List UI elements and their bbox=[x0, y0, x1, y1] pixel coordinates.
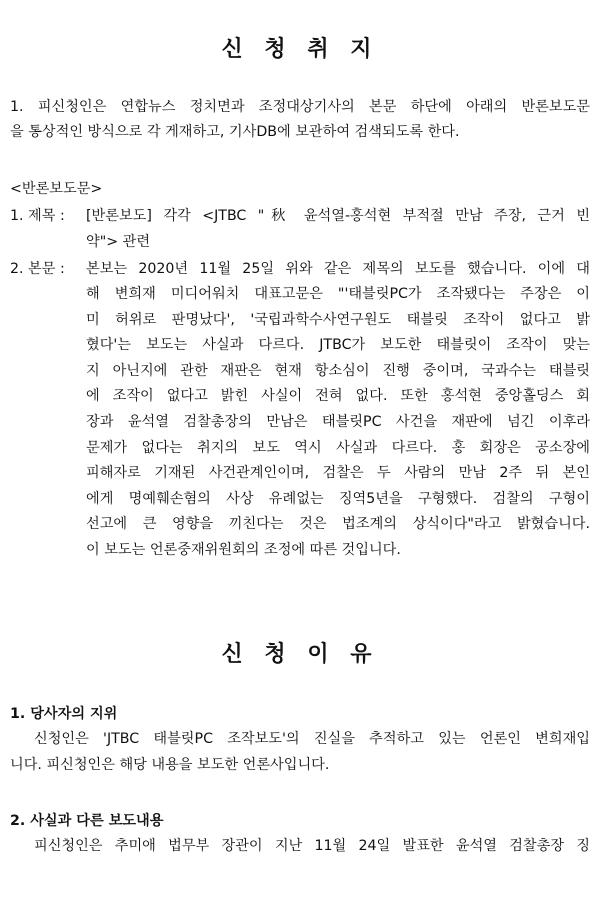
section1-line-2: 니다. 피신청인은 해당 내용을 보도한 언론사입니다. bbox=[10, 757, 330, 773]
item2-line: 에게 명예훼손혐의 사상 유례없는 징역5년을 구형했다. 검찰의 구형이 bbox=[86, 491, 590, 507]
item2-line: 문제가 없다는 취지의 보도 역시 사실과 다르다. 홍 회장은 공소장에 bbox=[86, 440, 590, 456]
item2-line: 혔다'는 보도는 사실과 다르다. JTBC가 보도한 태블릿이 조작이 맞는 bbox=[86, 337, 590, 353]
item1-label: 1. 제목 : bbox=[10, 208, 65, 224]
section2-line-1: 피신청인은 추미애 법무부 장관이 지난 11월 24일 발표한 윤석열 검찰총장 징 bbox=[34, 838, 590, 854]
item2-line: 에 조작이 없다고 밝힌 사실이 전혀 없다. 또한 홍석현 중앙홀딩스 회 bbox=[86, 388, 590, 404]
item2-line: 본보는 2020년 11월 25일 위와 같은 제목의 보도를 했습니다. 이에 대 bbox=[86, 261, 590, 277]
item1-line-2: 약"> 관련 bbox=[86, 234, 151, 250]
item2-line: 지 아닌지에 관한 재판은 현재 항소심이 진행 중이며, 국과수는 태블릿 bbox=[86, 363, 590, 379]
section1-line-1: 신청인은 'JTBC 태블릿PC 조작보도'의 진실을 추적하고 있는 언론인 변희재입 bbox=[34, 731, 590, 747]
intro-line-2: 을 통상적인 방식으로 각 게재하고, 기사DB에 보관하여 검색되도록 한다. bbox=[10, 124, 460, 140]
section2-heading: 2. 사실과 다른 보도내용 bbox=[10, 813, 164, 829]
item2-label: 2. 본문 : bbox=[10, 261, 65, 277]
item1-line-1: [반론보도] 각각 <JTBC "秋 윤석열-홍석현 부적절 만남 주장, 근거 빈 bbox=[86, 208, 590, 224]
rebuttal-label: <반론보도문> bbox=[10, 181, 103, 197]
item2-line: 장과 윤석열 검찰총장의 만남은 태블릿PC 사건을 재판에 넘긴 이후라 bbox=[86, 414, 590, 430]
item2-line: 선고에 큰 영향을 끼친다는 것은 법조계의 상식이다"라고 밝혔습니다. bbox=[86, 516, 590, 532]
item2-line: 미 허위로 판명났다', '국립과학수사연구원도 태블릿 조작이 없다고 밝 bbox=[86, 312, 590, 328]
intro-line-1: 1. 피신청인은 연합뉴스 정치면과 조정대상기사의 본문 하단에 아래의 반론보도문 bbox=[10, 99, 590, 115]
title-application-reason: 신 청 이 유 bbox=[221, 642, 379, 667]
section1-heading: 1. 당사자의 지위 bbox=[10, 706, 118, 722]
item2-line: 피해자로 기재된 사건관계인이며, 검찰은 두 사람의 만남 2주 뒤 본인 bbox=[86, 465, 590, 481]
item2-line: 해 변희재 미디어워치 대표고문은 "'태블릿PC가 조작됐다는 주장은 이 bbox=[86, 286, 590, 302]
title-application-purpose: 신 청 취 지 bbox=[221, 37, 379, 62]
item2-line: 이 보도는 언론중재위원회의 조정에 따른 것입니다. bbox=[86, 542, 401, 558]
